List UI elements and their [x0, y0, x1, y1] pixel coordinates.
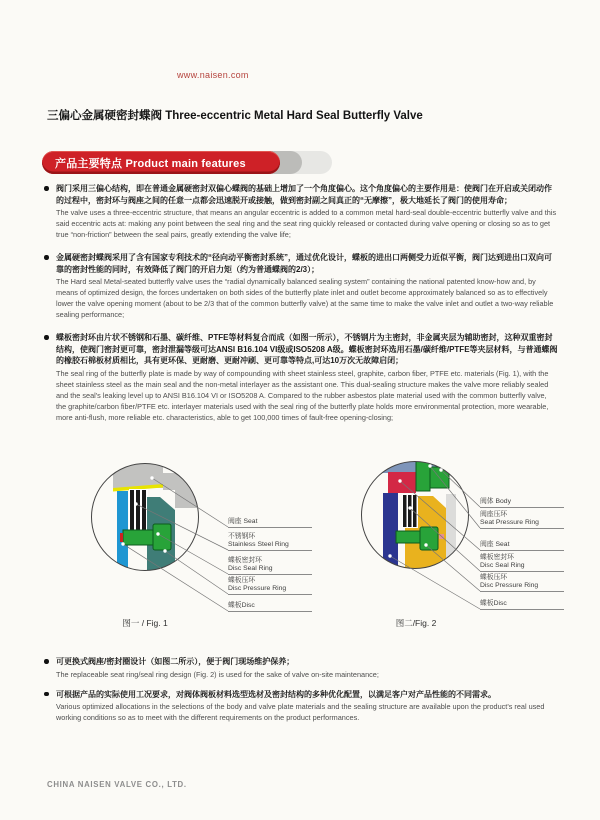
- figure-1-seal-cross-section: [60, 448, 332, 636]
- banner-title: 产品主要特点 Product main features: [55, 157, 246, 170]
- fig2-label-body: 阀体 Body: [480, 498, 564, 508]
- feature-text-en: Various optimized allocations in the selections of the body and valve plate materials and the sealing structure are available upon the product's real used working conditions so as to meet with the different requirements on the product performances.: [56, 702, 545, 722]
- feature-text-zh: 可更换式阀座/密封圈设计（如图二所示），便于阀门现场维护保养；: [56, 657, 295, 666]
- fig2-laminate-bar: [403, 495, 407, 527]
- fig1-label-disc-pressure-ring: 蝶板压环 Disc Pressure Ring: [228, 577, 312, 595]
- fig2-label-seat-pressure-ring: 阀座压环 Seat Pressure Ring: [480, 511, 564, 529]
- fig2-label-disc: 蝶板Disc: [480, 600, 564, 610]
- feature-list-bottom: [44, 656, 558, 746]
- company-name-footer: CHINA NAISEN VALVE CO., LTD.: [47, 780, 187, 789]
- feature-item: [44, 252, 558, 320]
- bullet-icon: [44, 659, 49, 664]
- fig1-body-gray-bridge: [163, 473, 175, 490]
- fig2-laminate-bar: [408, 495, 412, 527]
- feature-item: [44, 656, 558, 680]
- bullet-icon: [44, 692, 49, 697]
- feature-text-en: The seal ring of the butterfly plate is made by way of compounding with sheet stainless steel, graphite, carbon fiber, PTFE etc. materials (Fig. 1), with the sheet stainless steel as the main seal and the non-metal interlayer as the assistant one. This dual-sealing structure makes the valve more reliably sealed and the seal's leaking level up to ANSI B16.104 VI or ISO5208 A. Compared to the rubber asbestos plate material used with the common butterfly valve, the graphite/carbon fiber/PTFE etc. interlayer materials used with the seal ring of the butterfly plate holds more environmental protection, more wearable, more anti-flush, more reliable etc. characteristics, able to get 100,000 times of fault-free opening-closing;: [56, 368, 549, 422]
- feature-text-zh: 可根据产品的实际使用工况要求，对阀体阀板材料选型选材及密封结构的多种优化配置，以满足客户对产品性能的不同需求。: [56, 689, 496, 699]
- feature-text-zh: 金属硬密封蝶阀采用了含有国家专利技术的“径向动平衡密封系统”，通过优化设计，蝶板的进出口两侧受力近似平衡，阀门达到进出口双向可靠的密封性能的同时，有效降低了阀门的开启力矩（约为普通蝶阀的2/3）；: [56, 253, 552, 274]
- fig1-seal-ring-green-bar: [123, 530, 153, 545]
- fig1-label-disc-seal-ring: 蝶板密封环 Disc Seal Ring: [228, 557, 312, 575]
- fig2-label-seat: 阀座 Seat: [480, 541, 564, 551]
- fig2-light-strip: [446, 494, 456, 570]
- feature-text-en: The valve uses a three-eccentric structure, that means an angular eccentric is added to a common metal hard-seal double-eccentric butterfly valve and this said eccentric acts at: making any point between the seal ring and the seat ring quickly released or contacted during valve opening or closing so as to get true “non-friction” between the seal pairs, greatly extending the valve life;: [56, 208, 557, 239]
- fig2-caption: 图二/Fig. 2: [395, 618, 437, 628]
- fig1-body-gray-left: [113, 454, 163, 488]
- fig1-caption: 图一 / Fig. 1: [122, 618, 168, 628]
- feature-item: [44, 689, 558, 724]
- bullet-icon: [44, 255, 49, 260]
- feature-text-zh: 蝶板密封环由片状不锈钢和石墨、碳纤维、PTFE等材料复合而成（如图一所示），不锈钢片为主密封，非金属夹层为辅助密封，这种双重密封结构，使阀门密封更可靠，密封泄漏等级可达ANSI B16.104 VI级或ISO5208 A级。蝶板密封环选用石墨/碳纤维/PTFE等夹层材料，与普通蝶阀的橡胶石棉板材质相比，具有更环保、更耐磨、更耐冲刷、更可靠等特点,可达10万次无故障启闭；: [56, 333, 558, 365]
- fig2-label-disc-seal-ring: 蝶板密封环 Disc Seal Ring: [480, 554, 564, 572]
- feature-item: [44, 332, 558, 423]
- fig1-red-mark: [120, 533, 123, 542]
- bullet-icon: [44, 335, 49, 340]
- feature-text-en: The replaceable seat ring/seal ring design (Fig. 2) is used for the sake of valve on-site maintenance;: [56, 669, 379, 679]
- section-banner: [42, 151, 342, 174]
- fig1-label-seat: 阀座 Seat: [228, 518, 312, 528]
- feature-text-zh: 阀门采用三偏心结构，即在普通金属硬密封双偏心蝶阀的基础上增加了一个角度偏心。这个角度偏心的主要作用是：使阀门在开启或关闭动作的过程中，密封环与阀座之间的任意一点都会迅速脱开或接触，做到密封副之间真正的“无摩擦”，极大地延长了阀门的使用寿命；: [56, 184, 552, 205]
- feature-text-en: The Hard seal Metal-seated butterfly valve uses the “radial dynamically balanced sealing system” containing the national patented know-how and, by means of optimized design, the forces undertaken on both sides of the butterfly plate inlet and outlet become approximately balanced so as to effectively lower the valve opening moment (about to be 2/3 that of the common butterfly valve) at the same time to make the valve inlet and outlet a two-way reliable sealing performance;: [56, 277, 554, 319]
- fig1-seal-ring-green-block: [153, 524, 171, 550]
- fig2-body-slate: [356, 456, 474, 473]
- feature-list-top: [44, 183, 558, 446]
- page-title: 三偏心金属硬密封蝶阀 Three-eccentric Metal Hard Seal Butterfly Valve: [47, 110, 423, 122]
- banner-red-pill: [42, 151, 280, 174]
- fig2-seat-pressure-ring-green: [416, 460, 430, 491]
- bullet-icon: [44, 186, 49, 191]
- fig1-label-disc: 蝶板Disc: [228, 602, 312, 612]
- fig2-seal-ring-green-bar: [396, 531, 420, 543]
- feature-item: [44, 183, 558, 240]
- website-url: www.naisen.com: [177, 70, 249, 80]
- fig2-label-disc-pressure-ring: 蝶板压环 Disc Pressure Ring: [480, 574, 564, 592]
- fig1-label-stainless-steel-ring: 不锈钢环 Stainless Steel Ring: [228, 533, 312, 551]
- figure-2-replaceable-seat-cross-section: [338, 448, 596, 636]
